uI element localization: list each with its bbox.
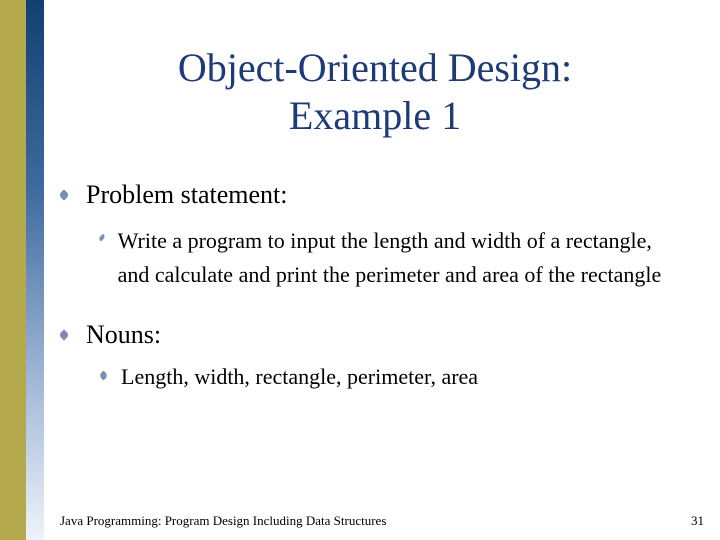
footer-course-title: Java Programming: Program Design Including Data Structures	[60, 513, 387, 528]
bullet-text: Problem statement:	[86, 180, 288, 209]
sub-bullet-text: Write a program to input the length and width of a rectangle, and calculate and print the perimeter and area of the rectangle	[117, 228, 662, 287]
slide-title	[110, 44, 640, 140]
sub-bullet-problem-description	[100, 224, 680, 292]
bullet-text: Nouns:	[86, 320, 162, 349]
bullet-nouns	[60, 320, 161, 350]
title-line-1: Object-Oriented Design:	[177, 45, 573, 90]
sub-bullet-noun-list	[100, 362, 680, 392]
bullet-problem-statement	[60, 180, 287, 210]
footer-page-number: 31	[691, 513, 704, 528]
decorative-gradient-strip	[26, 0, 44, 540]
diamond-bullet-icon	[58, 329, 69, 340]
sub-bullet-text: Length, width, rectangle, perimeter, area	[121, 364, 479, 389]
diamond-bullet-icon	[58, 189, 69, 200]
diamond-bullet-icon	[98, 234, 106, 242]
diamond-bullet-icon	[99, 371, 109, 381]
title-line-2: Example 1	[288, 93, 462, 138]
